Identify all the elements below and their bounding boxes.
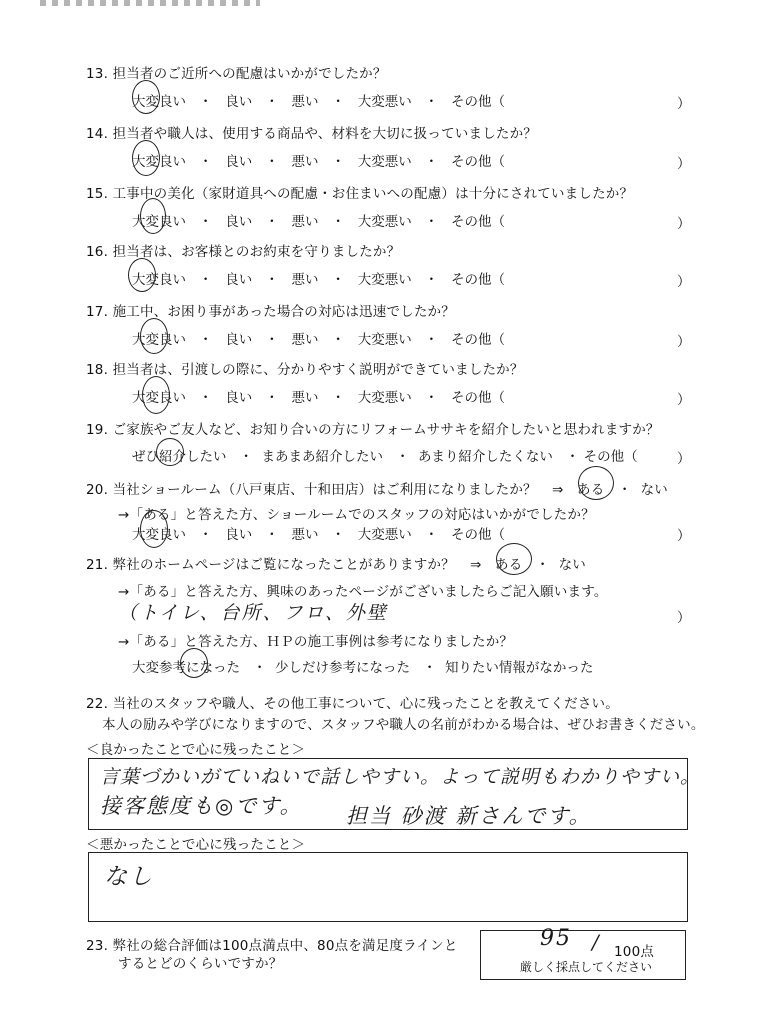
separator-dot: ・ xyxy=(424,332,439,348)
q21-no[interactable]: ない xyxy=(558,557,586,573)
question-20: 20. 当社ショールーム（八戸東店、十和田店）はご利用になりましたか？ xyxy=(86,482,537,498)
separator-dot: ・ xyxy=(198,94,213,110)
separator-dot: ・ xyxy=(198,214,213,230)
option-very-bad[interactable]: 大変悪い xyxy=(357,390,412,406)
separator-dot: ・ xyxy=(331,154,345,170)
close-paren: ） xyxy=(677,96,691,112)
q21-close-paren: ） xyxy=(677,610,691,626)
option-good[interactable]: 良い xyxy=(225,214,253,230)
q21-opt-1[interactable]: 大変参考になった xyxy=(132,660,240,676)
q21-handwritten-answer: （トイレ、台所、フロ、外壁 xyxy=(118,602,388,624)
rating-options xyxy=(132,386,505,406)
q21-yes[interactable]: ある xyxy=(495,557,523,573)
rating-options xyxy=(132,328,505,348)
option-very-bad[interactable]: 大変悪い xyxy=(357,154,412,170)
good-comment-line-1: 言葉づかいがていねいで話しやすい。よって説明もわかりやすい。 xyxy=(100,766,701,788)
option-bad[interactable]: 悪い xyxy=(291,390,319,406)
arrow-icon: ⇒ xyxy=(470,557,482,573)
option-very-good[interactable]: 大変良い xyxy=(132,332,186,348)
separator-dot: ・ xyxy=(265,527,279,543)
separator-dot: ・ xyxy=(331,94,345,110)
score-note: 厳しく採点してください xyxy=(520,960,653,974)
separator-dot: ・ xyxy=(331,527,345,543)
good-comments-label: ＜良かったことで心に残ったこと＞ xyxy=(86,742,306,758)
option-bad[interactable]: 悪い xyxy=(291,332,319,348)
option-good[interactable]: 良い xyxy=(225,332,253,348)
question-13: 13. 担当者のご近所への配慮はいかがでしたか？ xyxy=(86,66,387,82)
good-comment-line-2: 接客態度も◎です。 xyxy=(100,794,303,818)
option-other[interactable]: その他（ xyxy=(451,332,505,348)
option-very-bad[interactable]: 大変悪い xyxy=(357,332,412,348)
separator-dot: ・ xyxy=(265,94,279,110)
bad-comment-text: なし xyxy=(104,864,154,890)
q21-followup-1: →「ある」と答えた方、興味のあったページがございましたらご記入願います。 xyxy=(118,584,608,600)
question-22: 22. 当社のスタッフや職人、その他工事について、心に残ったことを教えてください。 xyxy=(86,696,619,712)
q20-no[interactable]: ない xyxy=(640,482,668,498)
option-other[interactable]: その他（ xyxy=(451,272,505,288)
separator-dot: ・ xyxy=(198,390,213,406)
close-paren: ） xyxy=(677,334,691,350)
separator-dot: ・ xyxy=(331,272,345,288)
q21-answer: ⇒ ある ・ ない xyxy=(470,557,586,573)
option-bad[interactable]: 悪い xyxy=(291,214,319,230)
separator-dot: ・ xyxy=(198,332,213,348)
question-15: 15. 工事中の美化（家財道具への配慮・お住まいへの配慮）は十分にされていましたか？ xyxy=(86,186,634,202)
option-very-bad[interactable]: 大変悪い xyxy=(357,272,412,288)
scan-artifact xyxy=(40,0,260,6)
close-paren: ） xyxy=(677,216,691,232)
separator-dot: ・ xyxy=(424,527,439,543)
option-good[interactable]: 良い xyxy=(225,390,253,406)
separator-dot: ・ xyxy=(198,527,213,543)
option-good[interactable]: 良い xyxy=(225,154,253,170)
separator-dot: ・ xyxy=(424,154,439,170)
question-18: 18. 担当者は、引渡しの際に、分かりやすく説明ができていましたか？ xyxy=(86,362,524,378)
option-very-bad[interactable]: 大変悪い xyxy=(357,527,412,543)
q19-opt-1[interactable]: ぜひ紹介したい xyxy=(132,449,227,465)
q19-opt-2[interactable]: まあまあ紹介したい xyxy=(261,449,383,465)
rating-options xyxy=(132,150,505,170)
option-good[interactable]: 良い xyxy=(225,527,253,543)
q20-answer: ⇒ ある ・ ない xyxy=(552,482,668,498)
option-very-good[interactable]: 大変良い xyxy=(132,272,186,288)
q19-close-paren: ） xyxy=(677,451,691,467)
q21-options: 大変参考になった ・ 少しだけ参考になった ・ 知りたい情報がなかった xyxy=(132,660,594,676)
separator-dot: ・ xyxy=(198,154,213,170)
option-bad[interactable]: 悪い xyxy=(291,154,319,170)
score-slash: / xyxy=(592,930,601,954)
option-bad[interactable]: 悪い xyxy=(291,272,319,288)
option-bad[interactable]: 悪い xyxy=(291,94,319,110)
question-14: 14. 担当者や職人は、使用する商品や、材料を大切に扱っていましたか？ xyxy=(86,126,538,142)
close-paren: ） xyxy=(677,156,691,172)
rating-options xyxy=(132,90,505,110)
separator-dot: ・ xyxy=(265,332,279,348)
option-good[interactable]: 良い xyxy=(225,272,253,288)
separator-dot: ・ xyxy=(265,272,279,288)
q20-rating-options xyxy=(132,523,505,543)
separator-dot: ・ xyxy=(265,154,279,170)
question-21: 21. 弊社のホームページはご覧になったことがありますか？ xyxy=(86,557,455,573)
separator-dot: ・ xyxy=(331,390,345,406)
question-19: 19. ご家族やご友人など、お知り合いの方にリフォームササキを紹介したいと思われますか？ xyxy=(86,422,660,438)
rating-options xyxy=(132,210,505,230)
close-paren: ） xyxy=(677,392,691,408)
option-very-good[interactable]: 大変良い xyxy=(132,154,186,170)
question-17: 17. 施工中、お困り事があった場合の対応は迅速でしたか？ xyxy=(86,304,455,320)
separator-dot: ・ xyxy=(198,272,213,288)
question-16: 16. 担当者は、お客様とのお約束を守りましたか？ xyxy=(86,244,401,260)
separator-dot: ・ xyxy=(331,332,345,348)
q20-followup: →「ある」と答えた方、ショールームでのスタッフの対応はいかがでしたか？ xyxy=(118,507,595,523)
bad-comments-label: ＜悪かったことで心に残ったこと＞ xyxy=(86,837,306,853)
q21-opt-2[interactable]: 少しだけ参考になった xyxy=(274,660,410,676)
q20-yes[interactable]: ある xyxy=(577,482,605,498)
good-comment-line-3: 担当 砂渡 新さんです。 xyxy=(346,804,592,828)
question-23-line2: するとどのくらいですか？ xyxy=(118,956,283,972)
option-very-bad[interactable]: 大変悪い xyxy=(357,214,412,230)
rating-options xyxy=(132,268,505,288)
separator-dot: ・ xyxy=(424,390,439,406)
q19-opt-4[interactable]: その他（ xyxy=(583,449,638,465)
separator-dot: ・ xyxy=(424,272,439,288)
option-very-good[interactable]: 大変良い xyxy=(132,390,186,406)
separator-dot: ・ xyxy=(424,94,439,110)
option-other[interactable]: その他（ xyxy=(451,527,505,543)
option-good[interactable]: 良い xyxy=(225,94,253,110)
q19-options: ぜひ紹介したい ・ まあまあ紹介したい ・ あまり紹介したくない ・ その他（ xyxy=(132,449,638,465)
close-paren: ） xyxy=(677,274,691,290)
option-other[interactable]: その他（ xyxy=(451,154,505,170)
option-bad[interactable]: 悪い xyxy=(291,527,319,543)
q20-close-paren: ） xyxy=(677,528,691,544)
option-other[interactable]: その他（ xyxy=(451,390,505,406)
option-very-good[interactable]: 大変良い xyxy=(132,527,186,543)
option-other[interactable]: その他（ xyxy=(451,94,505,110)
score-max: 100点 xyxy=(614,944,655,960)
arrow-icon: ⇒ xyxy=(552,482,564,498)
option-very-bad[interactable]: 大変悪い xyxy=(357,94,412,110)
separator-dot: ・ xyxy=(265,390,279,406)
score-value: 95 xyxy=(540,926,572,951)
q21-followup-2: →「ある」と答えた方、ＨＰの施工事例は参考になりましたか？ xyxy=(118,634,514,650)
separator-dot: ・ xyxy=(265,214,279,230)
question-22-note: 本人の励みや学びになりますので、スタッフや職人の名前がわかる場合は、ぜひお書きください。 xyxy=(102,717,705,733)
option-very-good[interactable]: 大変良い xyxy=(132,94,186,110)
separator-dot: ・ xyxy=(424,214,439,230)
separator-dot: ・ xyxy=(331,214,345,230)
option-other[interactable]: その他（ xyxy=(451,214,505,230)
bad-comments-box[interactable] xyxy=(88,852,688,922)
question-23: 23. 弊社の総合評価は100点満点中、80点を満足度ラインと xyxy=(86,938,458,954)
q21-opt-3[interactable]: 知りたい情報がなかった xyxy=(444,660,594,676)
q19-opt-3[interactable]: あまり紹介したくない xyxy=(417,449,553,465)
option-very-good[interactable]: 大変良い xyxy=(132,214,186,230)
